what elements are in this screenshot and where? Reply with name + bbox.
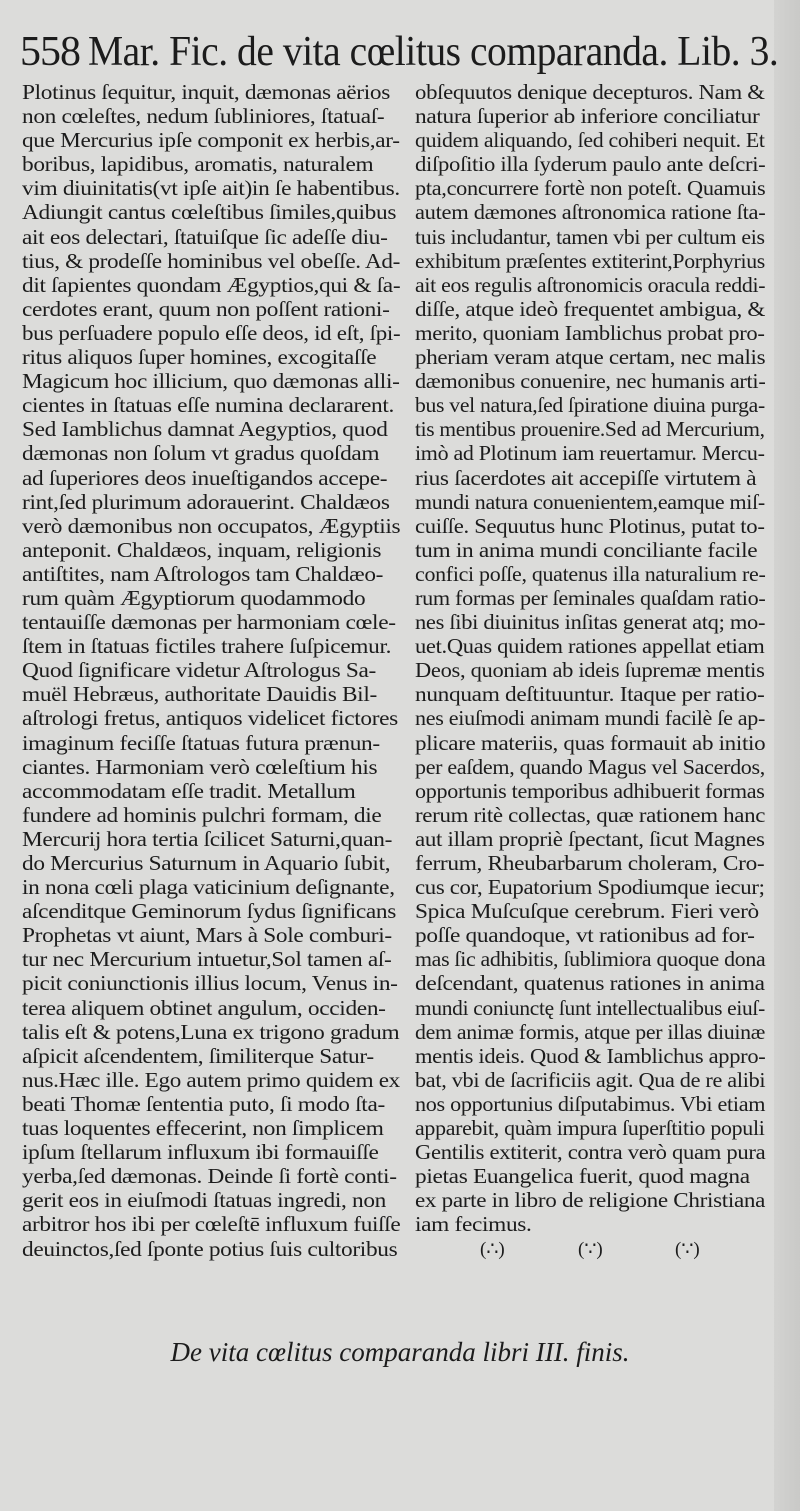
page-edge-shadow (774, 0, 800, 1511)
text-line: in nona cœli plaga vaticinium deſignante, (22, 875, 395, 900)
text-line: diſpoſitio illa ſyderum paulo ante deſcri- (415, 152, 766, 177)
text-line: ad ſuperiores deos inueſtigandos accepe- (22, 465, 388, 490)
text-line: opportunis temporibus adhibuerit formas (415, 778, 765, 803)
text-line: picit coniunctionis illius locum, Venus in- (22, 971, 398, 996)
text-line: tuis includantur, tamen vbi per cultum eis (415, 224, 765, 249)
text-line: confici poſſe, quatenus illa naturalium re- (415, 561, 766, 586)
text-line: uet.Quas quidem rationes appellat etiam (415, 634, 765, 659)
text-line: imaginum feciſſe ſtatuas futura prænun- (22, 730, 380, 755)
text-line: ait eos delectari, ſtatuiſque ſic adeſſe diu- (22, 224, 388, 249)
text-line: mundi natura conuenientem,eamque miſ- (415, 489, 765, 514)
end-mark: (∴) (480, 1239, 505, 1260)
text-line: imò ad Plotinum iam reuertamur. Mercu- (415, 441, 765, 466)
text-line: ferrum, Rheubarbarum choleram, Cro- (415, 851, 765, 875)
text-line: quidem aliquando, ſed cohiberi nequit. Et (415, 128, 765, 153)
text-line: antiſtites, nam Aſtrologos tam Chaldæo- (22, 561, 384, 586)
text-line: bat, vbi de ſacrificiis agit. Qua de re alibi (415, 1067, 766, 1092)
text-line: que Mercurius ipſe componit ex herbis,ar- (22, 128, 400, 153)
text-line: tum in anima mundi conciliante facile (415, 537, 758, 562)
text-line: diſſe, atque ideò frequentet ambigua, & (415, 296, 766, 321)
text-line: bus vel natura,ſed ſpiratione diuina purga- (415, 393, 765, 418)
text-line: rius ſacerdotes ait accepiſſe virtutem à (415, 465, 757, 490)
text-line: tuas loquentes effecerint, non ſimplicem (22, 1116, 384, 1141)
text-line: Prophetas vt aiunt, Mars à Sole comburi- (22, 923, 392, 948)
text-line: terea aliquem obtinet angulum, occiden- (22, 995, 386, 1020)
text-line: per eaſdem, quando Magus vel Sacerdos, (415, 754, 765, 779)
text-line: arbitror hos ibi per cœleſtē influxum fuiſſe (22, 1212, 401, 1237)
text-line: aſtrologi fretus, antiquos videlicet fictores (22, 706, 398, 731)
text-line: aut illam propriè ſpectant, ſicut Magnes (415, 826, 765, 851)
text-line: dem animæ formis, atque per illas diuinæ (415, 1019, 766, 1044)
text-line: dæmonas non ſolum vt gradus quoſdam (22, 441, 380, 466)
text-line: deſcendant, quatenus rationes in anima (415, 971, 765, 996)
text-line: Spica Muſcuſque cerebrum. Fieri verò (415, 899, 759, 924)
text-line: muël Hebræus, authoritate Dauidis Bil- (22, 682, 377, 707)
text-line: iam fecimus. (415, 1212, 532, 1237)
text-line: nes ſibi diuinitus inſitas generat atq; mo- (415, 610, 766, 635)
text-line: ritus aliquos ſuper homines, excogitaſſe (22, 345, 377, 370)
text-line: tis mentibus prouenire.Sed ad Mercurium, (415, 417, 765, 442)
text-line: rum formas per ſeminales quaſdam ratio- (415, 585, 766, 610)
text-line: beati Thomæ ſententia puto, ſi modo ſta- (22, 1091, 385, 1116)
text-line: mas ſic adhibitis, ſublimiora quoque dona (415, 947, 766, 972)
end-ornaments (470, 1238, 720, 1268)
text-line: non cœleſtes, nedum ſubliniores, ſtatuaſ- (22, 104, 385, 129)
text-line: cientes in ſtatuas eſſe numina declararent. (22, 393, 395, 418)
text-line: merito, quoniam Iamblichus probat pro- (415, 320, 765, 345)
text-line: cus cor, Eupatorium Spodiumque iecur; (415, 875, 765, 900)
text-line: nus.Hæc ille. Ego autem primo quidem ex (22, 1067, 400, 1092)
text-line: Quod ſignificare videtur Aſtrologus Sa- (22, 658, 376, 683)
text-line: Adiungit cantus cœleſtibus ſimiles,quibus (22, 200, 397, 225)
colophon: De vita cœlitus comparanda libri III. finis. (170, 1337, 630, 1367)
text-line: obſequutos denique decepturos. Nam & (415, 80, 765, 104)
text-line: tentauiſſe dæmonas per harmoniam cœle- (22, 610, 396, 635)
running-head: Mar. Fic. de vita cœlitus comparanda. Lib. 3. (88, 29, 779, 75)
text-line: plicare materiis, quas formauit ab initio (415, 730, 766, 755)
text-line: anteponit. Chaldæos, inquam, religionis (22, 537, 382, 562)
text-line: vim diuinitatis(vt ipſe ait)in ſe habentibus. (22, 176, 400, 201)
text-line: Plotinus ſequitur, inquit, dæmonas aërios (22, 80, 390, 104)
text-line: Magicum hoc illicium, quo dæmonas alli- (22, 369, 400, 394)
text-line: pta,concurrere fortè non poteſt. Quamuis (415, 176, 766, 201)
text-line: fundere ad hominis pulchri formam, die (22, 802, 382, 827)
text-line: boribus, lapidibus, aromatis, naturalem (22, 152, 374, 177)
text-line: Deos, quoniam ab ideis ſupremæ mentis (415, 658, 765, 683)
text-line: aſpicit aſcendentem, ſimiliterque Satur- (22, 1043, 374, 1068)
text-line: rerum ritè collectas, quæ rationem hanc (415, 802, 766, 827)
text-line: natura ſuperior ab inferiore conciliatur (415, 104, 760, 129)
text-line: verò dæmonibus non occupatos, Ægyptiis (22, 513, 401, 538)
text-line: pietas Euangelica fuerit, quod magna (415, 1164, 750, 1189)
text-line: dit ſapientes quondam Ægyptios,qui & ſa- (22, 272, 401, 297)
text-line: nos opportunius diſputabimus. Vbi etiam (415, 1091, 766, 1116)
text-line: mundi coniunctę ſunt intellectualibus eiuſ- (415, 995, 765, 1020)
text-line: autem dæmones aſtronomica ratione ſta- (415, 200, 766, 225)
text-line: aſcenditque Geminorum ſydus ſignificans (22, 899, 397, 924)
text-line: nunquam deſtituuntur. Itaque per ratio- (415, 682, 765, 707)
text-line: tius, & prodeſſe hominibus vel obeſſe. Ad- (22, 248, 401, 273)
text-line: ait eos regulis aſtronomicis oracula reddi- (415, 272, 766, 297)
text-line: Mercurij hora tertia ſcilicet Saturni,quan- (22, 826, 393, 851)
text-line: ciantes. Harmoniam verò cœleſtium his (22, 754, 378, 779)
text-line: poſſe quandoque, vt rationibus ad for- (415, 923, 755, 948)
text-line: apparebit, quàm impura ſuperſtitio populi (415, 1116, 765, 1141)
text-line: deuinctos,ſed ſponte potius ſuis cultoribus (22, 1236, 398, 1261)
text-line: yerba,ſed dæmonas. Deinde ſi fortè conti- (22, 1164, 397, 1189)
text-line: gerit eos in eiuſmodi ſtatuas ingredi, non (22, 1188, 387, 1213)
text-line: bus perſuadere populo eſſe deos, id eſt, ſpi- (22, 320, 401, 345)
page-number: 558 (20, 29, 80, 75)
text-line: talis eſt & potens,Luna ex trigono gradum (22, 1019, 400, 1044)
text-line: accommodatam eſſe tradit. Metallum (22, 778, 356, 803)
left-text-column (22, 80, 402, 1261)
text-line: nes eiuſmodi animam mundi facilè ſe ap- (415, 706, 766, 731)
text-line: cuiſſe. Sequutus hunc Plotinus, putat to- (415, 513, 765, 538)
text-line: dæmonibus conuenire, nec humanis arti- (415, 369, 766, 394)
text-line: exhibitum præſentes extiterint,Porphyrius (415, 248, 765, 273)
text-line: pheriam veram atque certam, nec malis (415, 345, 766, 370)
right-text-column (415, 80, 767, 1237)
text-line: do Mercurius Saturnum in Aquario ſubit, (22, 851, 391, 875)
text-line: Gentilis extiterit, contra verò quam pura (415, 1140, 766, 1165)
end-mark: (∵) (578, 1239, 603, 1260)
text-line: rint,ſed plurimum adorauerint. Chaldæos (22, 489, 390, 514)
text-line: tur nec Mercurium intuetur,Sol tamen aſ- (22, 947, 392, 972)
text-line: ſtem in ſtatuas fictiles trahere ſuſpicemur. (22, 634, 392, 659)
text-line: Sed Iamblichus damnat Aegyptios, quod (22, 417, 388, 442)
text-line: cerdotes erant, quum non poſſent rationi- (22, 296, 390, 321)
text-line: ipſum ſtellarum influxum ibi formauiſſe (22, 1140, 379, 1165)
page-header (20, 26, 780, 78)
text-line: mentis ideis. Quod & Iamblichus appro- (415, 1043, 766, 1068)
text-line: rum quàm Ægyptiorum quodammodo (22, 585, 366, 610)
end-mark: (∵) (675, 1239, 700, 1260)
text-line: ex parte in libro de religione Christiana (415, 1188, 766, 1213)
